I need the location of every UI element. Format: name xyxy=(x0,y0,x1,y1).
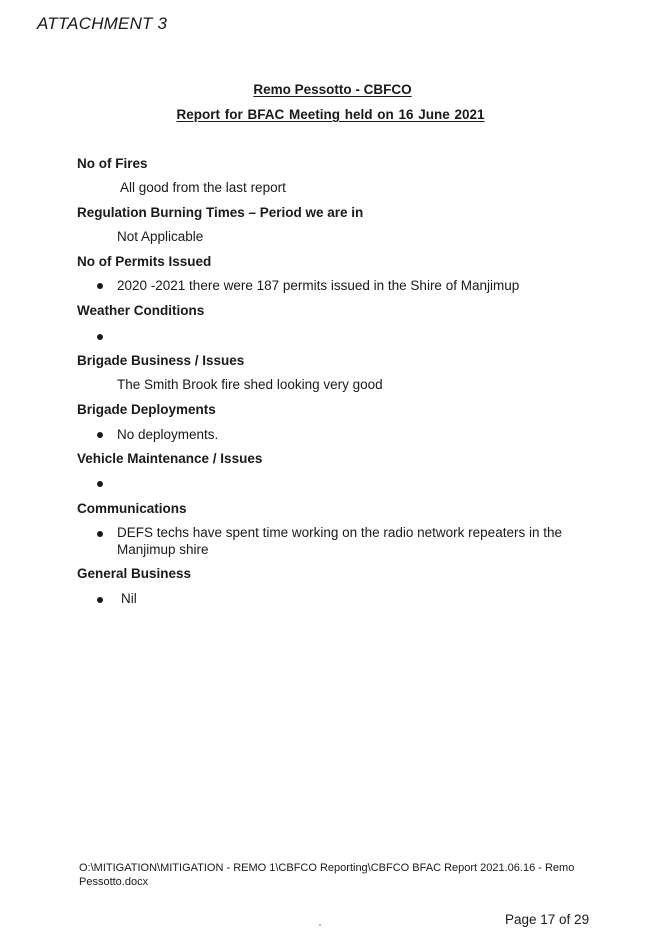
communications-bullet-line1: DEFS techs have spent time working on the radio network repeaters in the xyxy=(117,525,562,540)
footer-path-line2: Pessotto.docx xyxy=(79,876,149,888)
footer-path-line1: O:\MITIGATION\MITIGATION - REMO 1\CBFCO Reporting\CBFCO BFAC Report 2021.06.16 - Remo xyxy=(79,862,575,874)
bullet-icon xyxy=(97,432,103,438)
brigade-business-text: The Smith Brook fire shed looking very good xyxy=(117,377,383,392)
report-title: Remo Pessotto - CBFCO xyxy=(253,82,412,97)
attachment-label: ATTACHMENT 3 xyxy=(37,14,168,33)
bullet-icon xyxy=(97,283,103,289)
bullet-icon xyxy=(97,334,103,340)
heading-general-business: General Business xyxy=(77,566,192,581)
heading-burning-times: Regulation Burning Times – Period we are in xyxy=(77,205,364,220)
scan-speck xyxy=(319,924,321,926)
heading-permits: No of Permits Issued xyxy=(77,254,212,269)
permits-bullet-text: 2020 -2021 there were 187 permits issued in the Shire of Manjimup xyxy=(117,278,520,293)
heading-no-of-fires: No of Fires xyxy=(77,156,148,171)
report-subtitle: Report for BFAC Meeting held on 16 June 2021 xyxy=(176,107,485,122)
general-bullet-text: Nil xyxy=(121,591,137,606)
fires-text: All good from the last report xyxy=(120,180,286,195)
burning-times-text: Not Applicable xyxy=(117,229,204,244)
deployments-bullet-text: No deployments. xyxy=(117,427,219,442)
communications-bullet-line2: Manjimup shire xyxy=(117,542,209,557)
bullet-icon xyxy=(97,597,103,603)
heading-brigade-business: Brigade Business / Issues xyxy=(77,353,245,368)
heading-weather: Weather Conditions xyxy=(77,303,205,318)
heading-deployments: Brigade Deployments xyxy=(77,402,216,417)
heading-communications: Communications xyxy=(77,501,187,516)
heading-vehicle: Vehicle Maintenance / Issues xyxy=(77,451,263,466)
bullet-icon xyxy=(97,531,103,537)
page-number: Page 17 of 29 xyxy=(505,912,590,927)
footer-file-path xyxy=(79,861,599,889)
bullet-icon xyxy=(97,481,103,487)
